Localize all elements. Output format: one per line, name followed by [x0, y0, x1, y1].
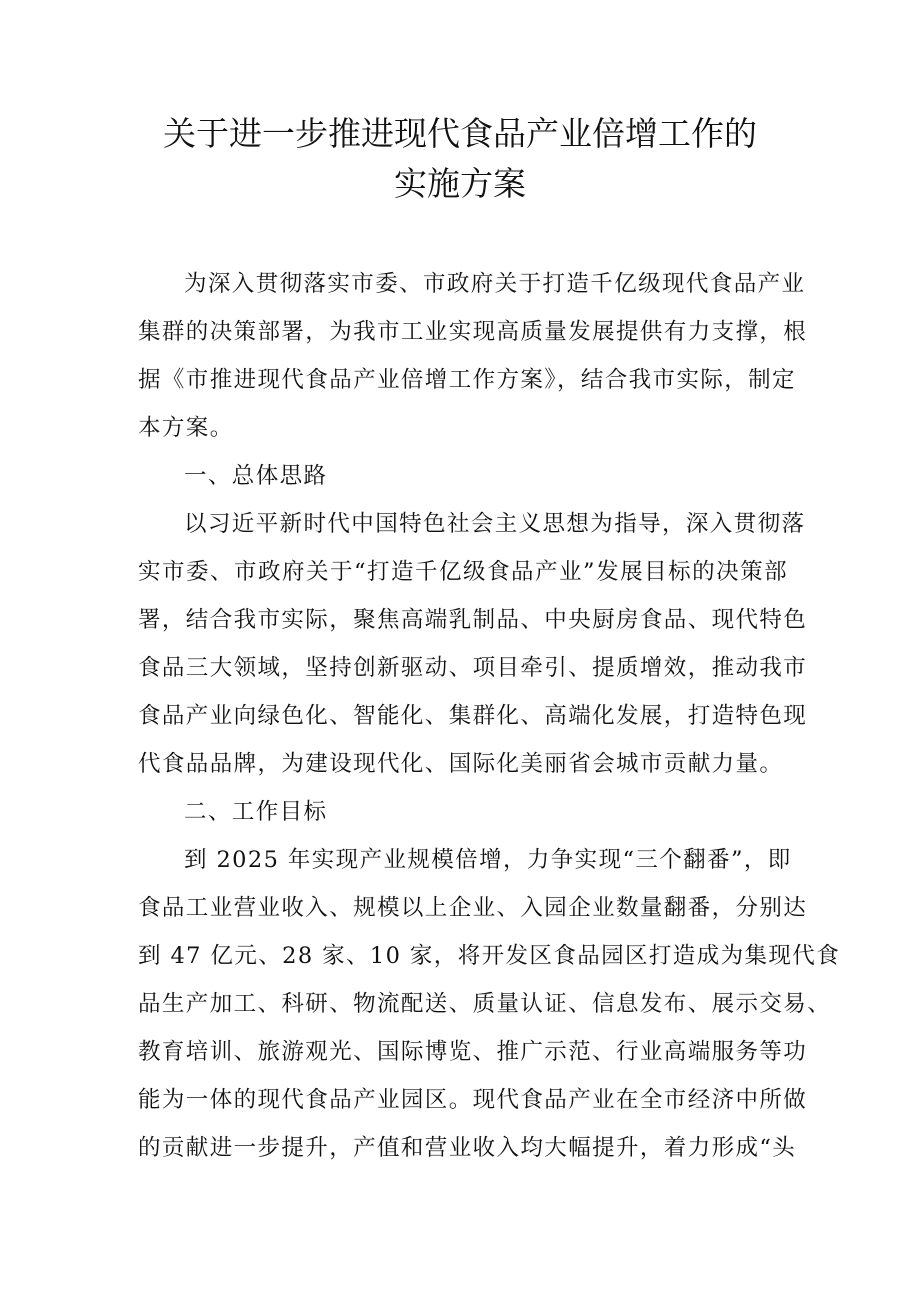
paragraph-line: 到 47 亿元、28 家、10 家，将开发区食品园区打造成为集现代食: [138, 943, 841, 969]
paragraph-line: 署，结合我市实际，聚焦高端乳制品、中央厨房食品、现代特色: [138, 607, 808, 633]
document-title-line-1: 关于进一步推进现代食品产业倍增工作的: [163, 114, 757, 153]
paragraph-line: 为深入贯彻落实市委、市政府关于打造千亿级现代食品产业: [184, 271, 806, 297]
paragraph-line: 食品产业向绿色化、智能化、集群化、高端化发展，打造特色现: [138, 703, 808, 729]
paragraph-line: 据《市推进现代食品产业倍增工作方案》，结合我市实际，制定: [138, 367, 796, 393]
paragraph-line: 集群的决策部署，为我市工业实现高质量发展提供有力支撑，根: [138, 319, 808, 345]
section-heading: 一、总体思路: [184, 463, 328, 489]
paragraph-line: 能为一体的现代食品产业园区。现代食品产业在全市经济中所做: [138, 1087, 808, 1113]
paragraph-line: 的贡献进一步提升，产值和营业收入均大幅提升，着力形成“头: [138, 1135, 797, 1161]
paragraph-line: 品生产加工、科研、物流配送、质量认证、信息发布、展示交易、: [138, 991, 832, 1017]
paragraph-line: 食品三大领域，坚持创新驱动、项目牵引、提质增效，推动我市: [138, 655, 808, 681]
section-heading: 二、工作目标: [184, 799, 328, 825]
paragraph-line: 到 2025 年实现产业规模倍增，力争实现“三个翻番”，即: [184, 847, 792, 873]
paragraph-line: 教育培训、旅游观光、国际博览、推广示范、行业高端服务等功: [138, 1039, 808, 1065]
paragraph-line: 本方案。: [138, 415, 234, 441]
document-body: [138, 260, 841, 1172]
document-title-line-2: 实施方案: [394, 164, 526, 203]
paragraph-line: 实市委、市政府关于“打造千亿级食品产业”发展目标的决策部: [138, 559, 788, 585]
paragraph-line: 食品工业营业收入、规模以上企业、入园企业数量翻番，分别达: [138, 895, 808, 921]
paragraph-line: 以习近平新时代中国特色社会主义思想为指导，深入贯彻落: [184, 511, 806, 537]
paragraph-line: 代食品品牌，为建设现代化、国际化美丽省会城市贡献力量。: [138, 751, 784, 777]
